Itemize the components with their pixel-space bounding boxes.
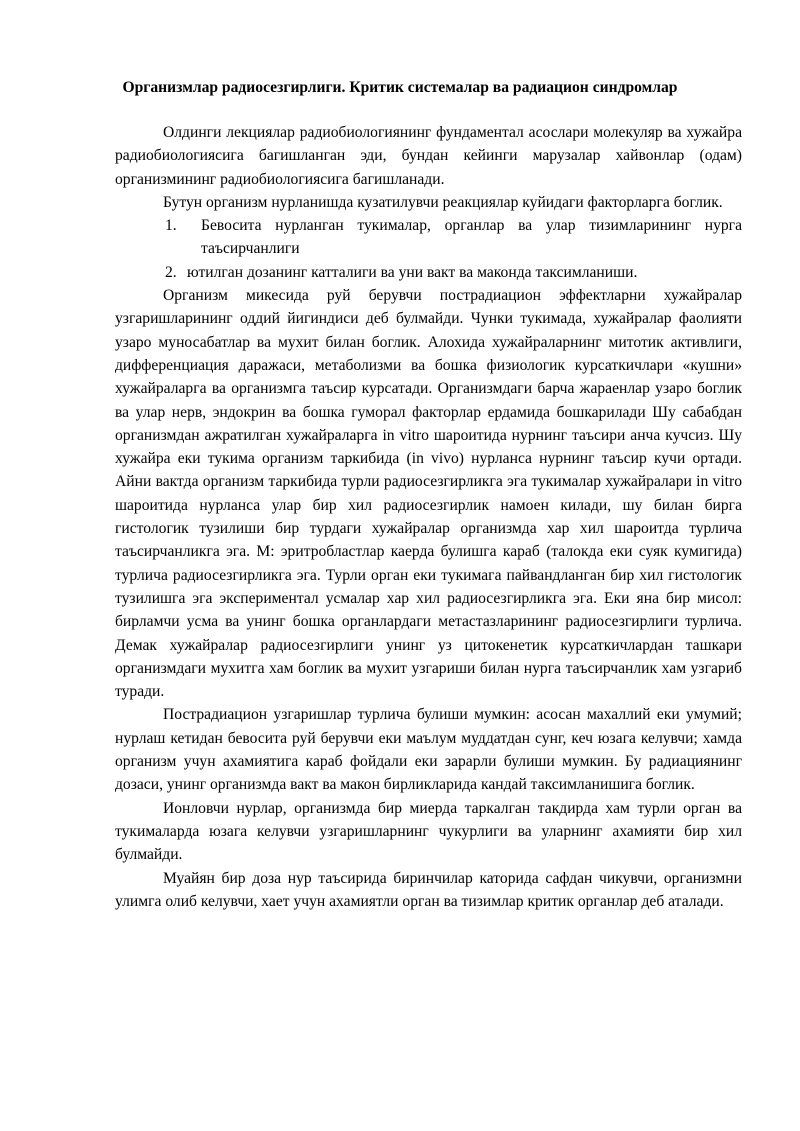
- list-text: Бевосита нурланган тукималар, органлар ва улар тизимларининг нурга таъсирчанлиги: [201, 217, 742, 258]
- document-title: Организмлар радиосезгирлиги. Критик системалар ва радиацион синдромлар: [122, 79, 678, 96]
- paragraph-organism-effects: Организм микесида руй берувчи пострадиацион эффектларни хужайралар узгаришларининг оддий йигиндиси деб булмайди. Чунки тукимада, хужайралар фаолияти узаро муносабатлар ва мухит билан боглик. Алохида хужайраларнинг митотик активлиги, дифференциация даражаси, метаболизми ва бошка физиологик курсаткичлари «кушни» хужайраларга ва организмга таъсир курсатади. Организмдаги барча жараенлар узаро боглик ва улар нерв, эндокрин ва бошка гуморал факторлар ердамида бошкарилади Шу сабабдан организмдан ажратилган хужайраларга in vitro шароитида нурнинг таъсири анча кучсиз. Шу хужайра еки тукима организм таркибида (in vivo) нурланса нурнинг таъсир кучи ортади. Айни вактда организм таркибида турли радиосезгирликга эга тукималар хужайралари in vitro шароитида нурланса улар бир хил радиосезгирлик намоен килади, шу билан бирга гистологик тузилиши бир турдаги хужайралар организмда хар хил шароитда турлича таъсирчанликга эга. М: эритробластлар каерда булишга караб (талокда еки суяк кумигида) турлича радиосезгирликга эга. Турли орган еки тукимага пайвандланган бир хил гистологик тузилишга эга экспериментал усмалар хар хил радиосезгирликга эга. Еки яна бир мисол: бирламчи усма ва унинг бошка органлардаги метастазларининг радиосезгирлиги турлича. Демак хужайралар радиосезгирлиги унинг уз цитокенетик курсаткичлардан ташкари организмдаги мухитга хам боглик ва мухит узгариши билан нурга таъсирчанлик хам узгариб туради.: [115, 287, 742, 701]
- paragraph-critical-organs: Муайян бир доза нур таъсирида биринчилар каторида сафдан чикувчи, организмни улимга олиб келувчи, хает учун ахамиятли орган ва тизимлар критик органлар деб аталади.: [115, 869, 742, 910]
- list-number: 1.: [165, 217, 177, 235]
- paragraph-postradiation-changes: Пострадиацион узгаришлар турлича булиши мумкин: асосан махаллий еки умумий; нурлаш кетидан бевосита руй берувчи еки маълум муддатдан сунг, кеч юзага келувчи; хамда организм учун ахамиятига караб фойдали еки зарарли булиши мумкин. Бу радиациянинг дозаси, унинг организмда вакт ва макон бирликларида кандай таксимланишига боглик.: [115, 706, 742, 794]
- paragraph-intro: Олдинги лекциялар радиобиологиянинг фундаментал асослари молекуляр ва хужайра радиобиологиясига багишланган эди, бундан кейинги марузалар хайвонлар (одам) организмининг радиобиологиясига багишланади.: [115, 124, 742, 188]
- paragraph-ionizing-radiation: Ионловчи нурлар, организмда бир миерда таркалган такдирда хам турли орган ва тукималарда юзага келувчи узгаришларнинг чукурлиги ва уларнинг ахамияти бир хил булмайди.: [115, 799, 742, 864]
- list-number: 2.: [165, 263, 177, 281]
- list-item: [115, 261, 742, 284]
- document-body: [115, 121, 742, 913]
- list-item: [115, 214, 742, 261]
- paragraph-factors: Бутун организм нурланишда кузатилувчи реакциялар куйидаги факторларга боглик.: [163, 193, 723, 211]
- list-text: ютилган дозанинг катталиги ва уни вакт ва маконда таксимланиши.: [187, 263, 638, 281]
